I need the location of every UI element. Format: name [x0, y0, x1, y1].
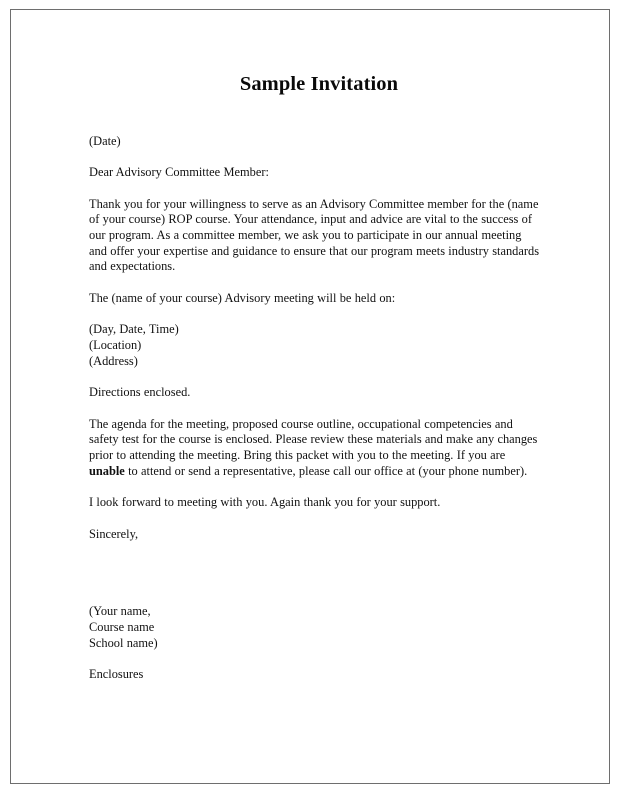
document-page: [10, 9, 610, 784]
signature-line: (Your name,: [89, 604, 151, 619]
meeting-detail-line: (Address): [89, 353, 138, 368]
spacer-signature-end: [89, 651, 541, 667]
spacer-details: [89, 369, 541, 385]
paragraph-intro: Thank you for your willingness to serve as an Advisory Committee member for the (name of your course) ROP course. Your attendance, input and advice are vital to the success of our program. As a committee member, we ask you to participate in our annual meeting and offer your expertise and guidance to ensure that our program meets industry standards and expectations.: [89, 196, 540, 274]
paragraph-agenda-text-end: to attend or send a representative, please call our office at (your phone number).: [124, 463, 528, 478]
spacer-date: [89, 149, 541, 165]
signature-block: [89, 604, 541, 651]
spacer-salutation: [89, 181, 541, 197]
paragraph-agenda-text-start: The agenda for the meeting, proposed course outline, occupational competencies and safety test for the course is enclosed. Please review these materials and make any changes prior to attending the meeting. Bring this packet with you to the meeting. If you are: [89, 416, 538, 462]
document-body: [89, 72, 541, 683]
spacer-p3: [89, 479, 541, 495]
spacer-p1: [89, 275, 541, 291]
paragraph-agenda-emphasis: unable: [89, 463, 125, 478]
spacer-signature: [89, 542, 541, 604]
signature-line: Course name: [89, 619, 155, 634]
closing-salutation: Sincerely,: [89, 526, 139, 541]
page-title: Sample Invitation: [239, 73, 399, 95]
date-line: (Date): [89, 133, 121, 148]
paragraph-agenda: [89, 417, 541, 479]
meeting-details-block: [89, 322, 541, 369]
signature-line: School name): [89, 635, 158, 650]
enclosures-note: Enclosures: [89, 667, 144, 682]
meeting-detail-line: (Location): [89, 337, 142, 352]
spacer-directions: [89, 401, 541, 417]
paragraph-meeting-intro: The (name of your course) Advisory meeting will be held on:: [89, 290, 396, 305]
directions-line: Directions enclosed.: [89, 385, 191, 400]
salutation: Dear Advisory Committee Member:: [89, 165, 269, 180]
meeting-detail-line: (Day, Date, Time): [89, 322, 179, 337]
spacer-title: [89, 98, 541, 134]
paragraph-closing-remark: I look forward to meeting with you. Again thank you for your support.: [89, 495, 441, 510]
spacer-p2: [89, 306, 541, 322]
spacer-p4: [89, 511, 541, 527]
